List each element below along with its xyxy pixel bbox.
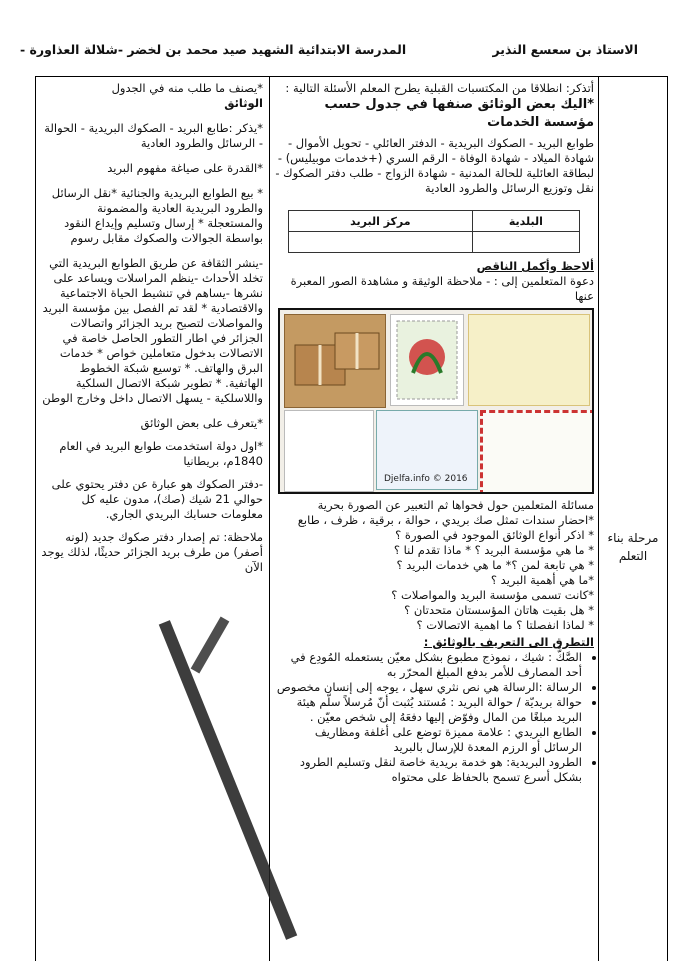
definition-item: • الطرود البريدية: هو خدمة بريدية خاصة لنقل وتسليم الطرود بشكل أسرع تسمح بالحفاظ على محتواه — [274, 755, 582, 785]
stage-column — [598, 77, 668, 961]
observe-text: دعوة المتعلمين إلى : - ملاحظة الوثيقة و مشاهدة الصور المعبرة عنها — [290, 274, 594, 303]
lesson-table — [35, 76, 668, 961]
definitions-list — [274, 650, 594, 785]
envelope-image — [480, 410, 594, 494]
items-list: طوابع البريد - الصكوك البريدية - الدفتر العائلي - تحويل الأموال - شهادة الميلاد - شهادة الوفاة - الرقم السري (+خدمات موبيليس) - لبطاقة العائلية للحالة المدنية - شهادة الزواج - طلب دفتر الصكوك - نقل وتوزيع الرسائل والطرود العادية — [275, 136, 594, 195]
intro-text: أتذكر: انطلاقا من المكتسبات القبلية يطرح المعلم الأسئلة التالية : — [285, 81, 594, 95]
table-header-municipality: البلدية — [472, 211, 579, 232]
parcel-icon — [285, 315, 385, 407]
photo-caption: Djelfa.info © 2016 — [384, 474, 468, 484]
right-p9: ملاحظة: تم إصدار دفتر صكوك جديد (لونه أصفر) من طرف بريد الجزائر حديثًا، لذلك يوجد الآن — [41, 530, 263, 574]
right-p4: * بيع الطوابع البريدية والجنائية *نقل الرسائل والطرود البريدية العادية والمضمونة والمستعجلة * إرسال وتسليم وإيداع النقود بواسطة الجوالات والصكوك مقابل رسوم — [51, 186, 263, 245]
receipt-image — [284, 410, 374, 492]
postal-forms-image — [468, 314, 590, 406]
definitions-title: التطرق الى التعريف بالوثائق : — [423, 635, 594, 649]
definition-item: • الطابع البريدي : علامة مميزة توضع على أغلفة ومظاريف الرسائل أو الرزم المعدة للإرسال بالبريد — [274, 725, 582, 755]
page-header — [20, 42, 638, 62]
question-2: * ما هي مؤسسة البريد ؟ * ماذا تقدم لنا ؟ — [393, 543, 594, 557]
question-3: * هي تابعة لمن ؟* ما هي خدمات البريد ؟ — [396, 558, 594, 572]
right-p8: -دفتر الصكوك هو عبارة عن دفتر يحتوي على حوالي 21 شيك (صك)، مدون عليه كل معلومات حسابك البريدي الجاري. — [51, 477, 263, 521]
question-1: * اذكر أنواع الوثائق الموجود في الصورة ؟ — [395, 528, 594, 542]
question-6: * هل بقيت هاتان المؤسستان متحدتان ؟ — [404, 603, 594, 617]
table-header-post: مركز البريد — [289, 211, 473, 232]
main-column — [269, 77, 600, 961]
question-4: *ما هي أهمية البريد ؟ — [490, 573, 594, 587]
definition-item: • حوالة بريديّة / حوالة البريد : مُستند يُثبت أنّ مُرسلاً سلّم هيئة البريد مبلغًا من المال وفوّض إليها دفعَهُ إلى شخص معيّن . — [274, 695, 582, 725]
objectives-column — [35, 77, 269, 961]
right-p2: *يذكر :طابع البريد - الصكوك البريدية - الحوالة - الرسائل والطرود العادية — [44, 121, 263, 150]
table-cell — [472, 232, 579, 253]
definition-item: • الصَّكُّ : شيك ، نموذج مطبوع بشكل معيّن يستعمله المُودِع في أحد المصارف للأمر بدفع المبلغ المحرّر به — [274, 650, 582, 680]
question-7: * لماذا انفصلتا ؟ ما اهمية الاتصالات ؟ — [416, 618, 594, 632]
right-p1: *يصنف ما طلب منه في الجدول — [111, 81, 263, 95]
stage-label: مرحلة بناء التعلم — [607, 531, 659, 563]
right-p1b: الوثائق — [224, 96, 263, 110]
stamp-image — [390, 314, 464, 406]
after-photo-text: مسائلة المتعلمين حول فحواها ثم التعبير عن الصورة بحرية — [317, 498, 594, 512]
classification-table — [288, 210, 580, 253]
table-cell — [289, 232, 473, 253]
parcels-image — [284, 314, 386, 408]
right-p3: *القدرة على صياغة مفهوم البريد — [107, 161, 263, 175]
post-documents-photo — [278, 308, 594, 494]
bring-text: *احضار سندات تمثل صك بريدي ، حوالة ، برقية ، ظرف ، طابع — [297, 513, 594, 527]
right-p7: *اول دولة استخدمت طوابع البريد في العام 1840م، بريطانيا — [59, 439, 263, 468]
teacher-name: الاستاذ بن سعسع النذير — [492, 42, 638, 57]
stamp-icon — [391, 315, 463, 405]
right-p6: *يتعرف على بعض الوثائق — [140, 416, 263, 430]
observe-title: ألاحظ وأكمل الناقص — [476, 259, 594, 273]
task-text: *اليك بعض الوثائق صنفها في جدول حسب مؤسسة الخدمات — [324, 97, 594, 130]
definition-item: • الرسالة :الرسالة هي نص نثري سهل ، يوجه إلى إنسان مخصوص — [274, 680, 582, 695]
school-name: المدرسة الابتدائية الشهيد صيد محمد بن لخضر -شلالة العذاورة - — [20, 42, 407, 57]
right-p5: -ينشر الثقافة عن طريق الطوابع البريدية التي تخلد الأحداث -ينظم المراسلات ويساعد على نشرها -يساهم في تنشيط الحياة الاجتماعية والاقتصادية * لقد تم الفصل بين مؤسسة البريد والمواصلات لتصبح بريد الجزائر واتصالات الجزائر في اطار التطور الحاصل خاصة في الاتصالات بدخول متعاملين خواص * خدمات البرق والهاتف. * توسيع شبكة الخطوط الهاتفية. * تطوير شبكة الاتصال السلكية واللاسلكية - يسهل الاتصال داخل وخارج الوطن — [42, 256, 263, 405]
question-5: *كانت تسمى مؤسسة البريد والمواصلات ؟ — [391, 588, 594, 602]
